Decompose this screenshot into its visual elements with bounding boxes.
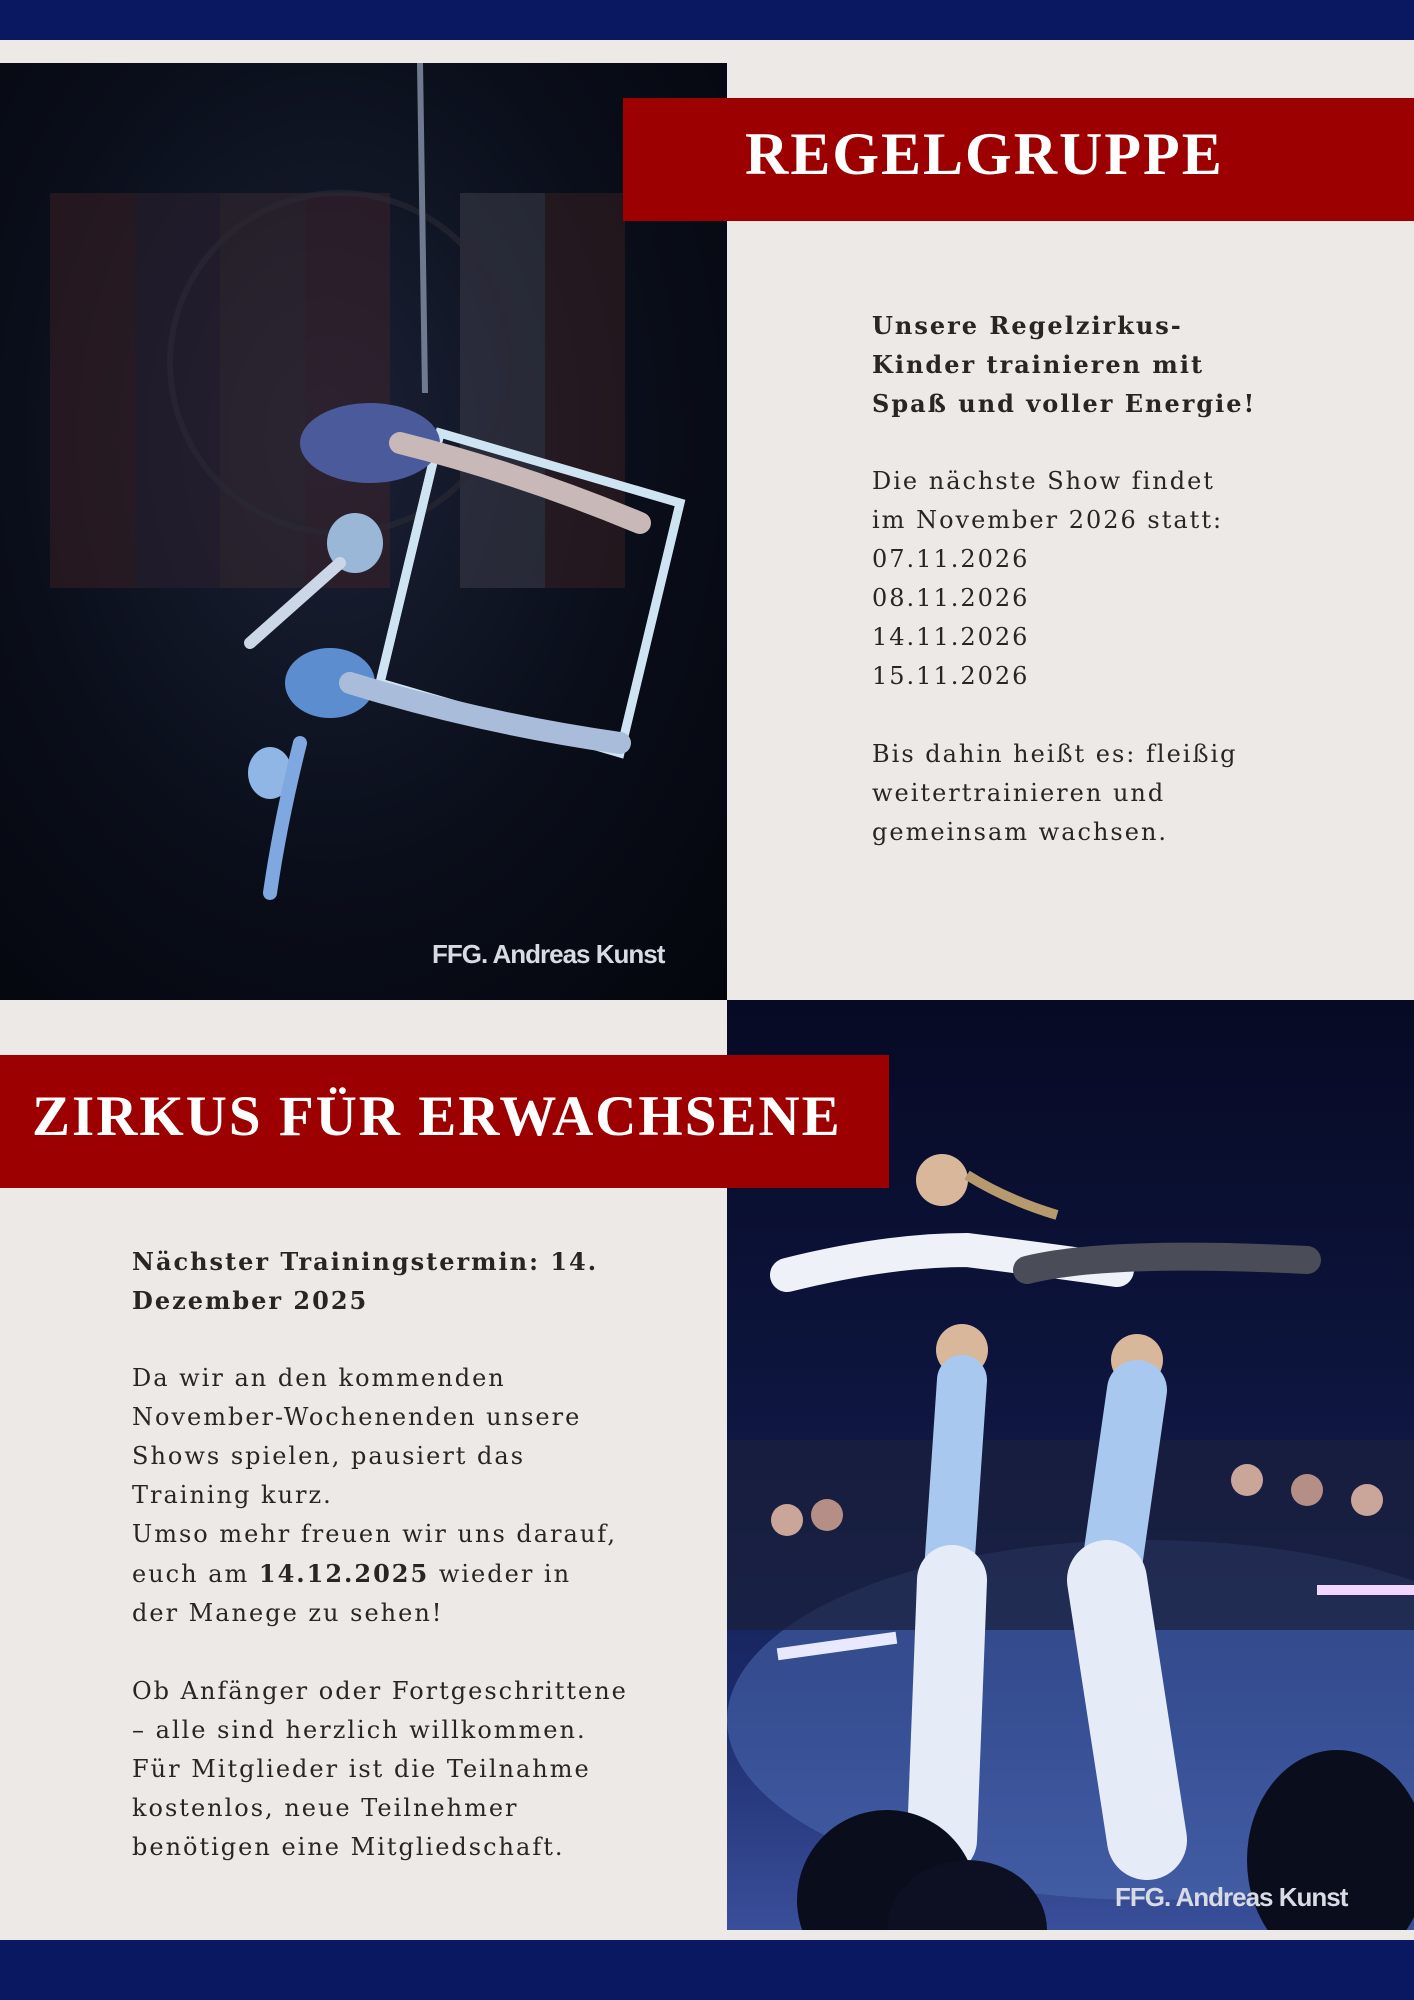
show-line: Die nächste Show findet (872, 467, 1215, 495)
show-line: im November 2026 statt: (872, 506, 1224, 534)
welcome-line: benötigen eine Mitgliedschaft. (132, 1833, 565, 1861)
intro-line: Kinder trainieren mit (872, 350, 1205, 379)
regelgruppe-title: REGELGRUPPE (745, 121, 1224, 187)
show-date: 14.11.2026 (872, 623, 1030, 651)
regelgruppe-text (872, 306, 1292, 852)
pause-line: Umso mehr freuen wir uns darauf, (132, 1520, 617, 1548)
photo-credit: FFG. Andreas Kunst (1115, 1882, 1348, 1912)
welcome-line: – alle sind herzlich willkommen. (132, 1716, 587, 1744)
reunion-before: euch am (132, 1560, 259, 1588)
pause-line: November-Wochenenden unsere (132, 1403, 582, 1431)
next-training-line: Dezember 2025 (132, 1286, 369, 1315)
erwachsene-title: ZIRKUS FÜR ERWACHSENE (32, 1085, 842, 1148)
next-training-line: Nächster Trainingstermin: 14. (132, 1247, 599, 1276)
intro-line: Spaß und voller Energie! (872, 389, 1257, 418)
reunion-line (132, 1554, 692, 1594)
welcome-line: kostenlos, neue Teilnehmer (132, 1794, 519, 1822)
pause-line: Shows spielen, pausiert das (132, 1442, 526, 1470)
show-date: 15.11.2026 (872, 662, 1030, 690)
top-navy-band (0, 0, 1414, 40)
intro-line: Unsere Regelzirkus- (872, 311, 1183, 340)
aerial-cube-photo (0, 63, 727, 1000)
closing-line: Bis dahin heißt es: fleißig (872, 740, 1238, 768)
show-date: 08.11.2026 (872, 584, 1030, 612)
show-date: 07.11.2026 (872, 545, 1030, 573)
pause-line: Training kurz. (132, 1481, 333, 1509)
reunion-after: wieder in (429, 1560, 572, 1588)
bottom-navy-band (0, 1940, 1414, 2000)
closing-line: weitertrainieren und (872, 779, 1166, 807)
photo-credit: FFG. Andreas Kunst (432, 939, 665, 969)
reunion-date: 14.12.2025 (258, 1559, 430, 1588)
aerial-cube-illustration (0, 63, 727, 1000)
pause-line: Da wir an den kommenden (132, 1364, 506, 1392)
welcome-line: Für Mitglieder ist die Teilnahme (132, 1755, 591, 1783)
erwachsene-text (132, 1242, 692, 1867)
welcome-line: Ob Anfänger oder Fortgeschrittene (132, 1677, 628, 1705)
closing-line: gemeinsam wachsen. (872, 818, 1169, 846)
reunion-last-line: der Manege zu sehen! (132, 1599, 444, 1627)
